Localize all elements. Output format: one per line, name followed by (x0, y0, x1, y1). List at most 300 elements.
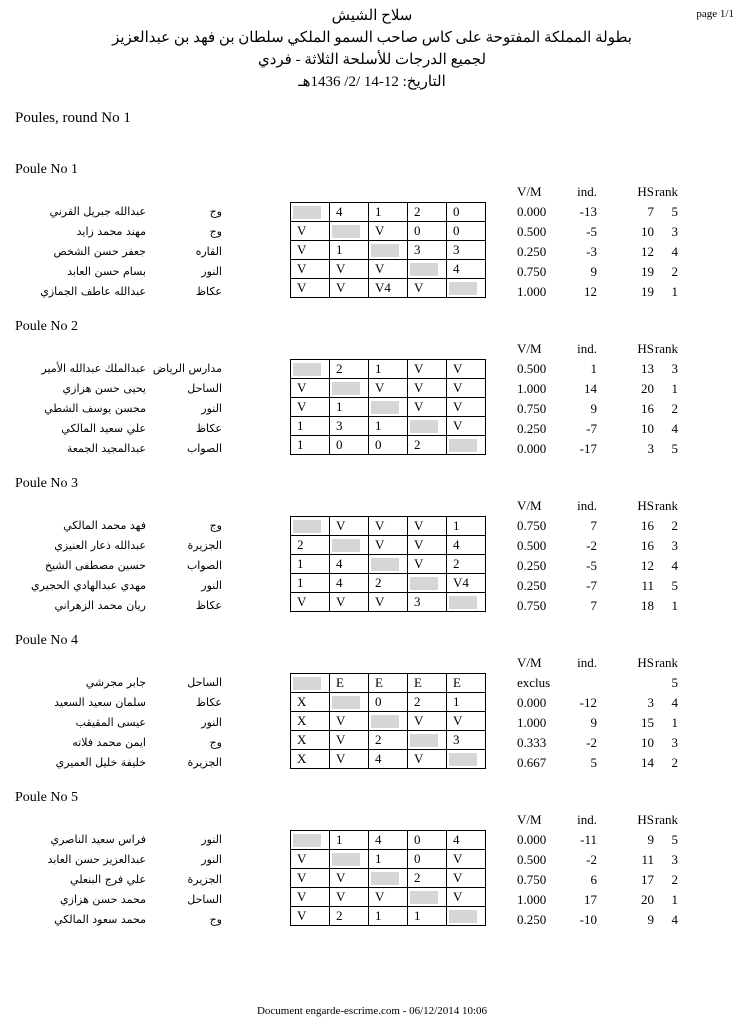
fencer-name: مهند محمد زايد (76, 225, 146, 238)
fencer-name: محسن يوسف الشطي (44, 402, 146, 415)
fencer-club: مدارس الرياض (152, 362, 222, 375)
bout-score-cell: V (291, 850, 330, 869)
fencer-club: الساحل (187, 676, 222, 689)
fencer-club: عكاظ (195, 696, 222, 709)
bout-score-cell: 1 (330, 241, 369, 260)
grid-row (291, 379, 486, 398)
bout-score-cell: V (330, 731, 369, 750)
shaded-block (410, 420, 438, 433)
grid-diagonal-cell (330, 222, 369, 241)
bout-score-cell: 2 (408, 436, 447, 455)
fencer-name: جابر مجرشي (85, 676, 146, 689)
fencer-club: الصواب (186, 559, 222, 572)
stat-header-hs: HS (637, 184, 654, 199)
fencer-rank: 5 (671, 832, 678, 847)
grid-diagonal-cell (369, 398, 408, 417)
fencer-club: النور (201, 833, 222, 846)
bout-score-cell: 1 (330, 398, 369, 417)
grid-row (291, 693, 486, 712)
bout-score-cell: V (408, 379, 447, 398)
bout-score-cell: V (447, 398, 486, 417)
header-championship: بطولة المملكة المفتوحة على كاس صاحب السمو الملكي سلطان بن فهد بن عبدالعزيز (112, 30, 632, 46)
poule-title: Poule No 4 (15, 633, 78, 648)
bout-score-cell: 1 (369, 850, 408, 869)
fencer-club: وج (209, 205, 222, 218)
fencer-index: -5 (586, 558, 597, 573)
stat-header-ind: ind. (577, 184, 597, 199)
shaded-block (410, 891, 438, 904)
stat-header-vm: V/M (517, 655, 542, 670)
fencer-club: وج (209, 736, 222, 749)
stat-header-hs: HS (637, 341, 654, 356)
poule-title: Poule No 1 (15, 162, 78, 177)
grid-row (291, 222, 486, 241)
grid-diagonal-cell (408, 888, 447, 907)
grid-diagonal-cell (330, 693, 369, 712)
grid-row (291, 360, 486, 379)
fencer-vm: 0.750 (517, 518, 547, 533)
fencer-vm: 0.500 (517, 224, 547, 239)
grid-row (291, 574, 486, 593)
grid-row (291, 241, 486, 260)
fencer-rank: 1 (671, 284, 678, 299)
fencer-club: عكاظ (195, 285, 222, 298)
bout-score-cell: 3 (447, 241, 486, 260)
fencer-name: محمد حسن هزازي (60, 893, 146, 906)
header-weapon: سلاح الشيش (331, 8, 413, 24)
bout-score-cell: 4 (369, 831, 408, 850)
grid-row (291, 536, 486, 555)
shaded-block (449, 596, 477, 609)
stat-header-ind: ind. (577, 341, 597, 356)
fencer-hits-scored: 19 (641, 264, 654, 279)
fencer-vm: 0.000 (517, 204, 547, 219)
bout-score-cell: E (369, 674, 408, 693)
fencer-club: الصواب (186, 442, 222, 455)
grid-diagonal-cell (291, 674, 330, 693)
shaded-block (371, 715, 399, 728)
fencer-hits-scored: 11 (641, 852, 654, 867)
poule-block (0, 162, 744, 312)
fencer-club: النور (201, 716, 222, 729)
bout-grid (290, 202, 486, 298)
fencer-name: عبدالله عاطف الجمازي (40, 285, 146, 298)
grid-row (291, 593, 486, 612)
fencer-name: مهدي عبدالهادي الحجيري (31, 579, 146, 592)
shaded-block (293, 677, 321, 690)
fencer-vm: 1.000 (517, 284, 547, 299)
fencer-club: الجزيرة (187, 756, 222, 769)
bout-score-cell: 1 (408, 907, 447, 926)
fencer-hits-scored: 3 (647, 695, 654, 710)
header-category: لجميع الدرجات للأسلحة الثلاثة - فردي (257, 52, 487, 68)
grid-diagonal-cell (447, 279, 486, 298)
bout-score-cell: 4 (447, 536, 486, 555)
bout-score-cell: V (330, 279, 369, 298)
bout-score-cell: 2 (408, 203, 447, 222)
fencer-vm: 0.250 (517, 244, 547, 259)
bout-score-cell: V (291, 279, 330, 298)
bout-score-cell: E (447, 674, 486, 693)
fencer-rank: 1 (671, 892, 678, 907)
fencer-hits-scored: 20 (641, 892, 654, 907)
bout-score-cell: V (447, 360, 486, 379)
bout-score-cell: V (291, 888, 330, 907)
fencer-vm: 0.500 (517, 852, 547, 867)
fencer-rank: 4 (671, 421, 678, 436)
bout-score-cell: 3 (408, 241, 447, 260)
poule-block (0, 790, 744, 940)
shaded-block (371, 244, 399, 257)
stat-header-rank: rank (654, 341, 678, 356)
bout-score-cell: X (291, 750, 330, 769)
bout-score-cell: V (408, 536, 447, 555)
bout-score-cell: 4 (369, 750, 408, 769)
fencer-hits-scored: 10 (641, 224, 654, 239)
bout-score-cell: 1 (291, 417, 330, 436)
bout-score-cell: 2 (408, 869, 447, 888)
bout-score-cell: V (369, 222, 408, 241)
bout-score-cell: 2 (330, 907, 369, 926)
fencer-index: -13 (579, 204, 597, 219)
bout-score-cell: V (408, 279, 447, 298)
fencer-rank: 2 (671, 872, 678, 887)
fencer-name: فراس سعيد الناصري (50, 833, 146, 846)
fencer-rank: 3 (671, 852, 678, 867)
grid-row (291, 869, 486, 888)
bout-score-cell: V (447, 850, 486, 869)
fencer-vm: 1.000 (517, 892, 547, 907)
fencer-rank: 4 (671, 912, 678, 927)
bout-score-cell: V (291, 869, 330, 888)
fencer-index: -2 (586, 852, 597, 867)
fencer-name: عبدالله ذعار العنيزي (54, 539, 146, 552)
shaded-block (449, 282, 477, 295)
stat-header-hs: HS (637, 812, 654, 827)
shaded-block (371, 401, 399, 414)
fencer-club: النور (201, 579, 222, 592)
grid-diagonal-cell (408, 574, 447, 593)
fencer-index: 7 (590, 518, 597, 533)
grid-diagonal-cell (330, 379, 369, 398)
fencer-club: وج (209, 913, 222, 926)
fencer-hits-scored: 19 (641, 284, 654, 299)
fencer-vm: 0.333 (517, 735, 547, 750)
fencer-club: النور (201, 265, 222, 278)
stat-header-vm: V/M (517, 498, 542, 513)
bout-score-cell: V (369, 888, 408, 907)
fencer-rank: 4 (671, 695, 678, 710)
bout-score-cell: 0 (447, 203, 486, 222)
bout-score-cell: 2 (447, 555, 486, 574)
fencer-name: ريان محمد الزهراني (54, 599, 146, 612)
shaded-block (371, 558, 399, 571)
fencer-vm: 1.000 (517, 381, 547, 396)
grid-row (291, 888, 486, 907)
fencer-hits-scored: 11 (641, 578, 654, 593)
fencer-name: عبدالله جبريل القرني (49, 205, 146, 218)
bout-score-cell: 1 (291, 574, 330, 593)
fencer-hits-scored: 12 (641, 558, 654, 573)
poule-block (0, 633, 744, 783)
fencer-index: 5 (590, 755, 597, 770)
grid-diagonal-cell (408, 731, 447, 750)
bout-score-cell: V (330, 888, 369, 907)
fencer-hits-scored: 7 (647, 204, 654, 219)
fencer-club: النور (201, 402, 222, 415)
fencer-rank: 5 (671, 204, 678, 219)
bout-score-cell: V (447, 379, 486, 398)
shaded-block (332, 225, 360, 238)
poule-block (0, 319, 744, 469)
fencer-index: -5 (586, 224, 597, 239)
grid-row (291, 398, 486, 417)
fencer-club: وج (209, 225, 222, 238)
bout-score-cell: V (369, 517, 408, 536)
grid-row (291, 674, 486, 693)
fencer-index: 7 (590, 598, 597, 613)
grid-row (291, 731, 486, 750)
shaded-block (293, 834, 321, 847)
stat-header-vm: V/M (517, 812, 542, 827)
grid-diagonal-cell (369, 555, 408, 574)
bout-score-cell: V (291, 398, 330, 417)
grid-diagonal-cell (408, 417, 447, 436)
bout-score-cell: 0 (447, 222, 486, 241)
grid-row (291, 436, 486, 455)
bout-score-cell: E (330, 674, 369, 693)
bout-score-cell: 1 (291, 555, 330, 574)
bout-score-cell: 4 (330, 203, 369, 222)
fencer-vm: 0.000 (517, 832, 547, 847)
bout-score-cell: 2 (330, 360, 369, 379)
bout-score-cell: V (291, 222, 330, 241)
stat-header-rank: rank (654, 812, 678, 827)
bout-score-cell: V (369, 593, 408, 612)
fencer-vm: 1.000 (517, 715, 547, 730)
bout-score-cell: V (330, 260, 369, 279)
fencer-index: -7 (586, 578, 597, 593)
grid-diagonal-cell (291, 360, 330, 379)
grid-diagonal-cell (408, 260, 447, 279)
grid-diagonal-cell (447, 750, 486, 769)
bout-score-cell: V (330, 593, 369, 612)
fencer-rank: 3 (671, 538, 678, 553)
shaded-block (332, 853, 360, 866)
fencer-index: -2 (586, 735, 597, 750)
bout-score-cell: 1 (369, 360, 408, 379)
grid-diagonal-cell (447, 907, 486, 926)
bout-score-cell: 4 (447, 260, 486, 279)
bout-score-cell: V (330, 869, 369, 888)
fencer-index: -3 (586, 244, 597, 259)
fencer-name: علي سعيد المالكي (61, 422, 146, 435)
bout-score-cell: V (447, 712, 486, 731)
grid-diagonal-cell (447, 593, 486, 612)
bout-score-cell: 1 (330, 831, 369, 850)
bout-score-cell: 0 (408, 222, 447, 241)
poule-title: Poule No 5 (15, 790, 78, 805)
shaded-block (293, 363, 321, 376)
bout-score-cell: 4 (330, 574, 369, 593)
bout-score-cell: 3 (447, 731, 486, 750)
shaded-block (293, 520, 321, 533)
fencer-club: القاره (195, 245, 222, 258)
stat-header-hs: HS (637, 498, 654, 513)
bout-score-cell: 2 (369, 731, 408, 750)
fencer-rank: 4 (671, 244, 678, 259)
bout-score-cell: V (330, 750, 369, 769)
fencer-club: الجزيرة (187, 873, 222, 886)
fencer-hits-scored: 20 (641, 381, 654, 396)
fencer-vm: 0.750 (517, 401, 547, 416)
fencer-name: سلمان سعيد السعيد (54, 696, 146, 709)
grid-row (291, 750, 486, 769)
page-number: page 1/1 (696, 8, 734, 20)
grid-diagonal-cell (369, 241, 408, 260)
fencer-rank: 4 (671, 558, 678, 573)
fencer-index: -2 (586, 538, 597, 553)
bout-score-cell: V (330, 517, 369, 536)
bout-score-cell: 2 (369, 574, 408, 593)
poule-block (0, 476, 744, 626)
shaded-block (449, 753, 477, 766)
footer: Document engarde-escrime.com - 06/12/2014 10:06 (256, 1005, 488, 1017)
bout-score-cell: 0 (408, 831, 447, 850)
fencer-index: 1 (590, 361, 597, 376)
stat-header-ind: ind. (577, 812, 597, 827)
fencer-rank: 5 (671, 441, 678, 456)
bout-score-cell: V (447, 869, 486, 888)
fencer-vm: exclus (517, 675, 551, 690)
fencer-name: فهد محمد المالكي (63, 519, 146, 532)
fencer-rank: 1 (671, 715, 678, 730)
bout-score-cell: V (369, 379, 408, 398)
grid-diagonal-cell (447, 436, 486, 455)
fencer-rank: 3 (671, 224, 678, 239)
grid-row (291, 517, 486, 536)
fencer-hits-scored: 10 (641, 735, 654, 750)
bout-score-cell: 1 (447, 517, 486, 536)
fencer-hits-scored: 12 (641, 244, 654, 259)
shaded-block (332, 382, 360, 395)
fencer-hits-scored: 16 (641, 401, 654, 416)
bout-score-cell: E (408, 674, 447, 693)
stat-header-ind: ind. (577, 655, 597, 670)
bout-score-cell: V (291, 379, 330, 398)
bout-score-cell: 1 (369, 907, 408, 926)
fencer-index: -11 (580, 832, 597, 847)
fencer-name: محمد سعود المالكي (54, 913, 146, 926)
fencer-vm: 0.250 (517, 558, 547, 573)
fencer-vm: 0.500 (517, 361, 547, 376)
stat-header-hs: HS (637, 655, 654, 670)
fencer-name: ايمن محمد فلاته (72, 736, 146, 749)
fencer-name: خليفة خليل العميري (55, 756, 146, 769)
bout-score-cell: V (408, 360, 447, 379)
shaded-block (410, 577, 438, 590)
fencer-index: 9 (590, 715, 597, 730)
fencer-name: عبدالملك عبدالله الأمير (41, 362, 146, 375)
fencer-hits-scored: 16 (641, 518, 654, 533)
fencer-index: 9 (590, 264, 597, 279)
fencer-vm: 0.000 (517, 695, 547, 710)
fencer-vm: 0.750 (517, 598, 547, 613)
fencer-hits-scored: 14 (641, 755, 654, 770)
shaded-block (332, 539, 360, 552)
bout-score-cell: 1 (369, 417, 408, 436)
fencer-vm: 0.500 (517, 538, 547, 553)
bout-score-cell: V (291, 241, 330, 260)
fencer-hits-scored: 16 (641, 538, 654, 553)
grid-row (291, 417, 486, 436)
bout-score-cell: 4 (447, 831, 486, 850)
fencer-rank: 2 (671, 518, 678, 533)
grid-row (291, 712, 486, 731)
grid-row (291, 850, 486, 869)
grid-diagonal-cell (330, 536, 369, 555)
bout-score-cell: V (291, 593, 330, 612)
bout-score-cell: 1 (291, 436, 330, 455)
bout-score-cell: 1 (369, 203, 408, 222)
fencer-index: 17 (584, 892, 597, 907)
fencer-vm: 0.750 (517, 264, 547, 279)
bout-score-cell: 0 (330, 436, 369, 455)
fencer-rank: 3 (671, 735, 678, 750)
poule-title: Poule No 2 (15, 319, 78, 334)
bout-score-cell: X (291, 693, 330, 712)
fencer-club: الجزيرة (187, 539, 222, 552)
bout-score-cell: V4 (369, 279, 408, 298)
fencer-hits-scored: 3 (647, 441, 654, 456)
shaded-block (371, 872, 399, 885)
stat-header-ind: ind. (577, 498, 597, 513)
grid-diagonal-cell (330, 850, 369, 869)
bout-score-cell: V4 (447, 574, 486, 593)
bout-grid (290, 673, 486, 769)
fencer-rank: 5 (671, 578, 678, 593)
bout-score-cell: V (369, 536, 408, 555)
stat-header-rank: rank (654, 655, 678, 670)
fencer-rank: 3 (671, 361, 678, 376)
fencer-rank: 2 (671, 401, 678, 416)
fencer-index: -7 (586, 421, 597, 436)
grid-diagonal-cell (369, 712, 408, 731)
grid-row (291, 555, 486, 574)
fencer-name: عيسى المقيقب (75, 716, 146, 729)
fencer-club: الساحل (187, 382, 222, 395)
poule-title: Poule No 3 (15, 476, 78, 491)
fencer-rank: 5 (671, 675, 678, 690)
bout-grid (290, 830, 486, 926)
fencer-hits-scored: 18 (641, 598, 654, 613)
fencer-hits-scored: 13 (641, 361, 654, 376)
fencer-hits-scored: 9 (647, 832, 654, 847)
shaded-block (410, 263, 438, 276)
bout-score-cell: X (291, 712, 330, 731)
bout-score-cell: V (408, 517, 447, 536)
bout-score-cell: 3 (408, 593, 447, 612)
shaded-block (293, 206, 321, 219)
bout-score-cell: 2 (408, 693, 447, 712)
grid-row (291, 279, 486, 298)
bout-score-cell: 1 (447, 693, 486, 712)
grid-diagonal-cell (369, 869, 408, 888)
grid-diagonal-cell (291, 203, 330, 222)
shaded-block (332, 696, 360, 709)
fencer-club: وج (209, 519, 222, 532)
shaded-block (449, 910, 477, 923)
